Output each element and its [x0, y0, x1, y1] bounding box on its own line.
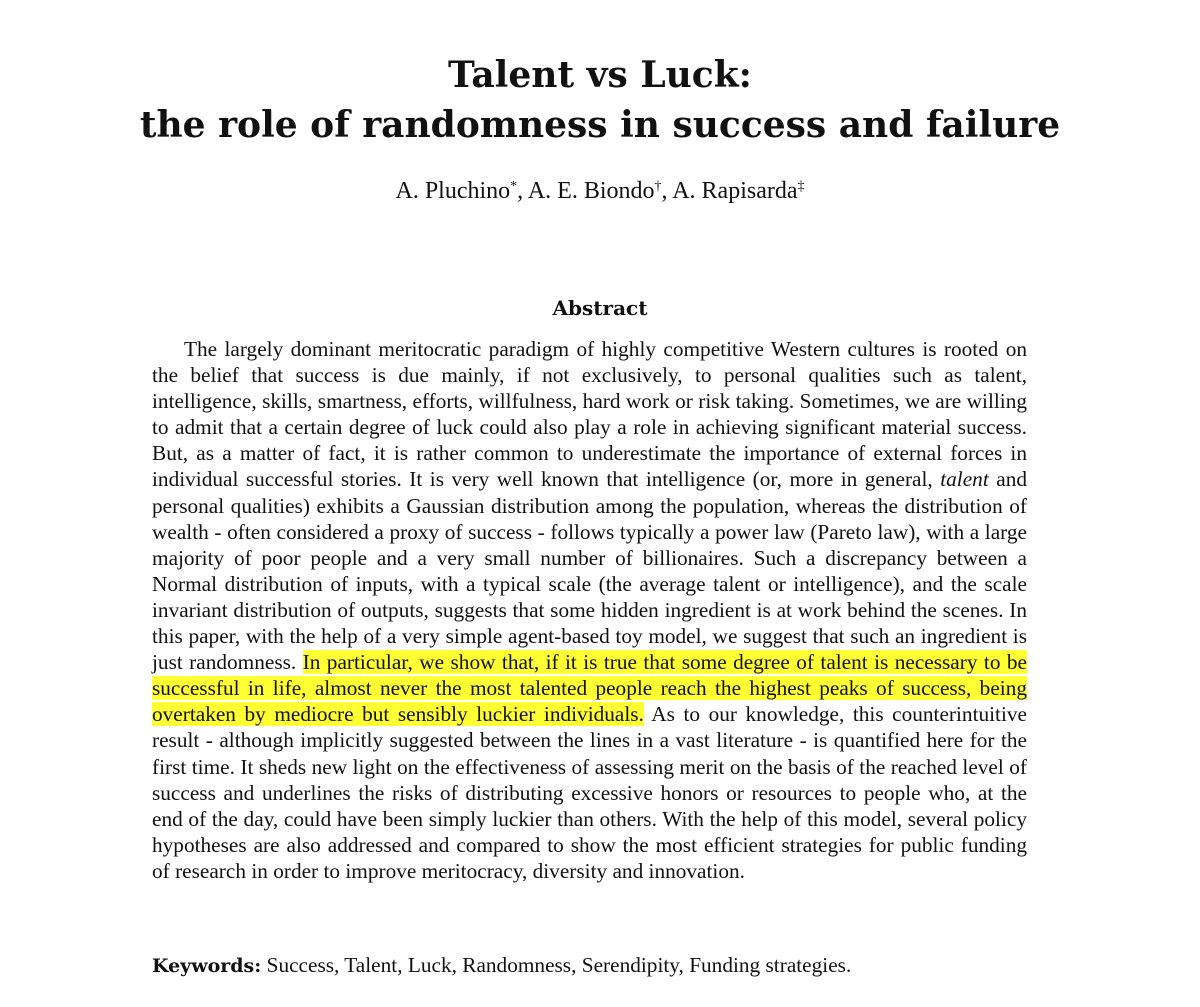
author-separator: , — [661, 178, 673, 204]
abstract-heading: Abstract — [552, 296, 648, 320]
keywords-label: Keywords: — [152, 955, 262, 977]
paper-title-line-1: Talent vs Luck: — [448, 54, 752, 96]
abstract-text-segment: and personal qualities) exhibits a Gaussian distribution among the population, whereas the distribution of wealth - often considered a proxy of success - follows typically a power law (Pareto law), with a large majority of poor people and a very small number of billionaires. Such a discrepancy between a Normal distribution of inputs, with a typical scale (the average talent or intelligence), and the scale invariant distribution of outputs, suggests that some hidden ingredient is at work behind the scenes. In this paper, with the help of a very simple agent-based toy model, we suggest that such an ingredient is just randomness. — [152, 467, 1027, 675]
keywords-list: Success, Talent, Luck, Randomness, Serendipity, Funding strategies. — [266, 953, 852, 977]
highlighted-sentence: In particular, we show that, if it is true that some degree of talent is necessary to be successful in life, almost never the most talented people reach the highest peaks of success, being overtaken by mediocre but sensibly luckier individuals. — [152, 650, 1027, 727]
author-affiliation-mark: ‡ — [797, 179, 805, 194]
abstract-text — [152, 336, 1027, 884]
author-separator: , — [517, 178, 528, 204]
author-affiliation-mark: * — [510, 179, 518, 194]
paper-title-line-2: the role of randomness in success and failure — [139, 104, 1061, 146]
author-list — [0, 174, 1200, 208]
author-name: A. Pluchino — [395, 178, 511, 204]
author-affiliation-mark: † — [654, 179, 662, 194]
abstract-text-segment: The largely dominant meritocratic paradigm of highly competitive Western cultures is rooted on the belief that success is due mainly, if not exclusively, to personal qualities such as talent, intelligence, skills, smartness, efforts, willfulness, hard work or risk taking. Sometimes, we are willing to admit that a certain degree of luck could also play a role in achieving significant material success. But, as a matter of fact, it is rather common to underestimate the importance of external forces in individual successful stories. It is very well known that intelligence (or, more in general, — [152, 337, 1027, 492]
author-name: A. E. Biondo — [527, 178, 655, 204]
abstract-text-segment: As to our knowledge, this counterintuitive result - although implicitly suggested between the lines in a vast literature - is quantified here for the first time. It sheds new light on the effectiveness of assessing merit on the basis of the reached level of success and underlines the risks of distributing excessive honors or resources to people who, at the end of the day, could have been simply luckier than others. With the help of this model, several policy hypotheses are also addressed and compared to show the most efficient strategies for public funding of research in order to improve meritocracy, diversity and innovation. — [152, 702, 1027, 883]
keywords-line — [152, 951, 1027, 980]
author-name: A. Rapisarda — [672, 178, 798, 204]
abstract-italic-term: talent — [940, 467, 989, 492]
